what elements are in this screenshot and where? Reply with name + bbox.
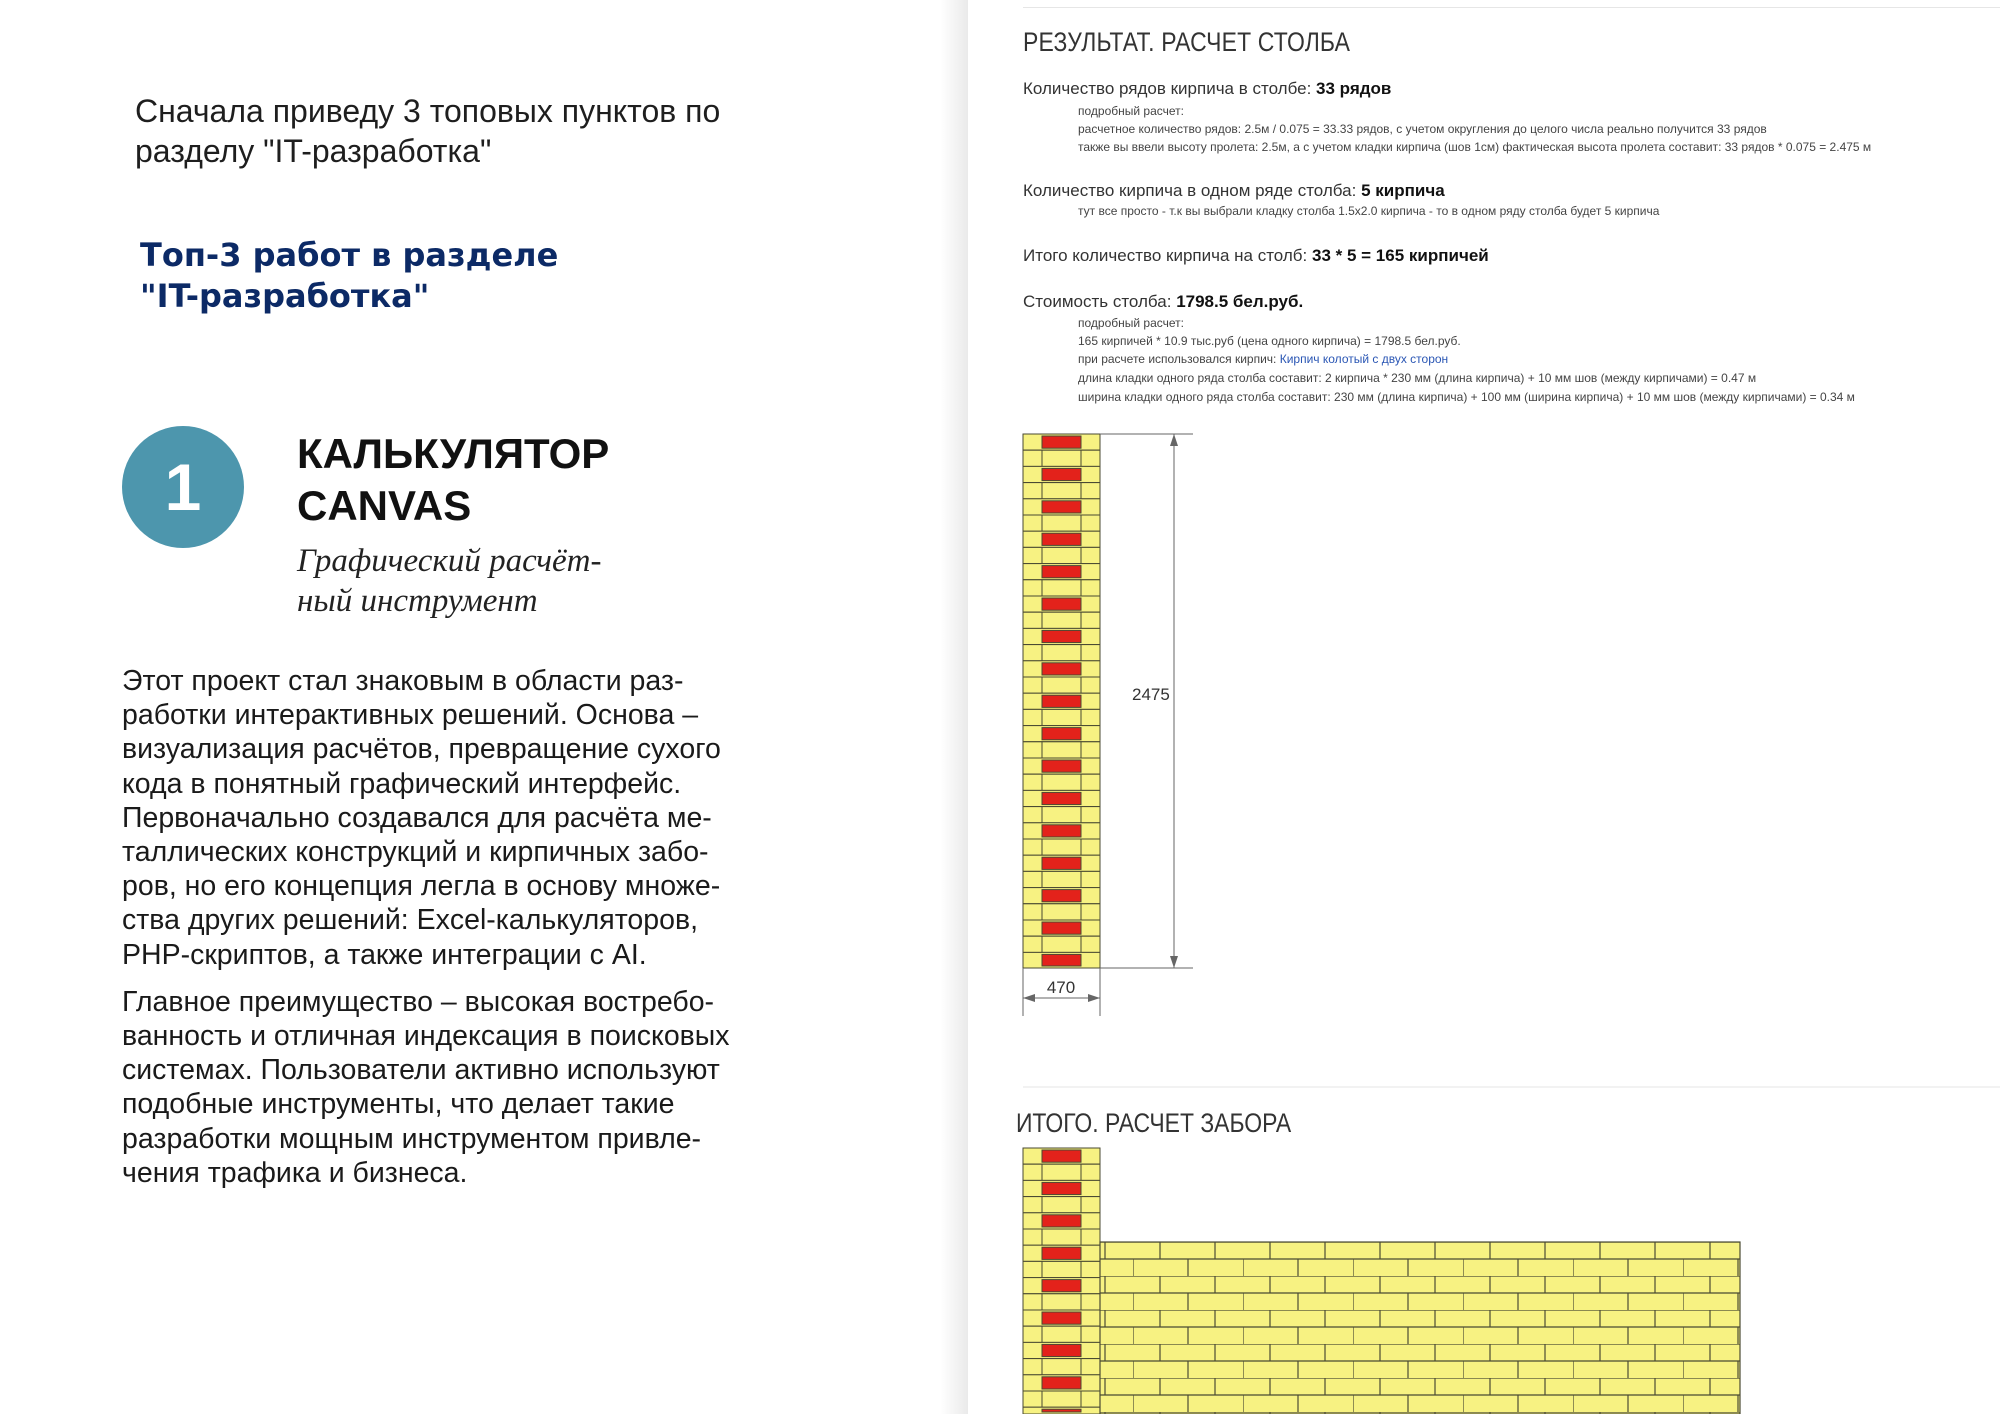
brick [1081,580,1100,596]
brick-core [1042,695,1081,707]
brick [1023,742,1042,758]
brick [1042,1164,1081,1180]
brick [1042,774,1081,790]
brick [1023,1294,1042,1310]
brick-core [1042,1247,1081,1259]
text-line: работки интерактивных решений. Основа – [122,699,699,732]
brick-core [1042,533,1081,545]
project-title-line1: КАЛЬКУЛЯТОР [297,430,610,477]
brick [1042,1391,1081,1407]
brick [1081,1326,1100,1342]
rows-detail-1: расчетное количество рядов: 2.5м / 0.075 = 33.33 рядов, с учетом округления до целого числа реально получится 33 рядов [1078,122,1767,136]
rows-value: 33 рядов [1316,79,1392,98]
brick [1081,677,1100,693]
cost-detail-2-prefix: при расчете использовался кирпич: [1078,352,1277,366]
brick [1081,709,1100,725]
text-line: подобные инструменты, что делает такие [122,1088,675,1121]
height-dimension-label: 2475 [1132,685,1170,704]
page-fold-shadow [940,0,970,1414]
number-badge: 1 [122,426,244,548]
brick-core [1042,1312,1081,1324]
brick-core [1042,1344,1081,1356]
brick [1042,742,1081,758]
brick [1081,904,1100,920]
brick-core [1042,1377,1081,1389]
brick-core [1042,1215,1081,1227]
brick [1081,839,1100,855]
brick [1023,677,1042,693]
brick [1023,612,1042,628]
brick [1081,612,1100,628]
project-title [297,428,747,532]
brick-drawings [968,0,2000,1414]
result-title: РЕЗУЛЬТАТ. РАСЧЕТ СТОЛБА [1023,27,1351,57]
brick-core [1042,1150,1081,1162]
brick [1023,547,1042,563]
brick [1081,1391,1100,1407]
brick [1042,1359,1081,1375]
brick [1023,1197,1042,1213]
brick [1023,1391,1042,1407]
description-paragraph-2 [122,985,742,1190]
brick [1042,936,1081,952]
description-paragraph-1 [122,664,742,972]
brick-core [1042,760,1081,772]
brick [1042,612,1081,628]
brick [1042,871,1081,887]
text-line: разработки мощным инструментом привле- [122,1122,702,1155]
rows-label: Количество рядов кирпича в столбе: [1023,79,1312,98]
text-line: Первоначально создавался для расчёта ме- [122,801,712,834]
fence-title: ИТОГО. РАСЧЕТ ЗАБОРА [1015,1108,1292,1139]
brick [1042,1261,1081,1277]
brick [1042,580,1081,596]
brick-core [1042,1280,1081,1292]
cost-label: Стоимость столба: [1023,292,1172,311]
rows-detail-2: также вы ввели высоту пролета: 2.5м, а с учетом кладки кирпича (шов 1см) фактическая высота пролета составит: 33 рядов * 0.075 = 2.475 м [1078,140,1872,154]
brick-core [1042,468,1081,480]
screenshot-panel [968,0,2000,1414]
text-line: визуализация расчётов, превращение сухого [122,733,721,766]
brick [1042,1326,1081,1342]
per-row-detail: тут все просто - т.к вы выбрали кладку столба 1.5x2.0 кирпича - то в одном ряду столба будет 5 кирпича [1078,204,1660,218]
brick-core [1042,857,1081,869]
brick-core [1042,792,1081,804]
brick-core [1042,825,1081,837]
brick-core [1042,436,1081,448]
brick [1023,774,1042,790]
brick-core [1042,501,1081,513]
brick [1042,1197,1081,1213]
brick [1081,547,1100,563]
brick [1023,904,1042,920]
project-subtitle [297,541,747,621]
brick-core [1042,1409,1081,1412]
brick-core [1042,566,1081,578]
brick [1023,936,1042,952]
text-line: кода в понятный графический интерфейс. [122,767,682,800]
text-line: системах. Пользователи активно используют [122,1054,720,1087]
brick [1023,871,1042,887]
top3-heading-line2: "IT-разработка" [140,277,430,315]
project-subtitle-line2: ный инструмент [297,583,538,619]
brick [1042,1294,1081,1310]
intro-text: Сначала приведу 3 топовых пунктов по разделу "IT-разработка" [135,93,721,169]
total-label: Итого количество кирпича на столб: [1023,246,1308,265]
brick-core [1042,663,1081,675]
brick [1081,871,1100,887]
brick [1042,645,1081,661]
brick [1042,483,1081,499]
brick [1023,515,1042,531]
brick [1023,1359,1042,1375]
pillar-drawing [1023,434,1100,968]
brick [1081,1261,1100,1277]
brick-core [1042,1182,1081,1194]
brick [1042,677,1081,693]
brick [1081,774,1100,790]
brick [1081,742,1100,758]
project-subtitle-line1: Графический расчёт- [297,543,602,579]
left-page [0,0,965,1414]
brick [1042,1229,1081,1245]
brick-core [1042,728,1081,740]
detail-label: подробный расчет: [1078,104,1184,118]
brick-core [1042,598,1081,610]
brick [1081,483,1100,499]
brick [1042,450,1081,466]
brick [1081,1294,1100,1310]
brick [1042,839,1081,855]
brick-core [1042,954,1081,966]
brick [1081,1359,1100,1375]
per-row-value: 5 кирпича [1361,181,1445,200]
brick [1081,1229,1100,1245]
brick-core [1042,890,1081,902]
brick [1042,807,1081,823]
brick [1081,450,1100,466]
text-line: таллических конструкций и кирпичных забо- [122,836,709,869]
brick [1023,709,1042,725]
brick [1081,645,1100,661]
brick [1042,547,1081,563]
brick-core [1042,630,1081,642]
brick [1081,515,1100,531]
text-line: ванность и отличная индексация в поисковых [122,1020,730,1053]
brick [1081,1164,1100,1180]
brick [1023,1326,1042,1342]
brick [1023,1261,1042,1277]
brick [1023,645,1042,661]
cost-detail-3: длина кладки одного ряда столба составит: 2 кирпича * 230 мм (длина кирпича) + 10 мм шов (между кирпичами) = 0.47 м [1078,371,1757,385]
cost-value: 1798.5 бел.руб. [1176,292,1304,311]
brick-core [1042,922,1081,934]
text-line: Этот проект стал знаковым в области раз- [122,665,684,697]
brick [1081,936,1100,952]
brick [1042,515,1081,531]
cost-detail-4: ширина кладки одного ряда столба составит: 230 мм (длина кирпича) + 100 мм (ширина кирпича) + 10 мм шов (между кирпичами) = 0.34 м [1078,390,1855,404]
top3-heading-line1: Топ-3 работ в разделе [140,236,559,274]
text-line: ства других решений: Excel-калькуляторов, [122,904,699,937]
text-line: PHP-скриптов, а также интеграции с AI. [122,938,647,971]
brick [1023,1229,1042,1245]
brick [1081,1197,1100,1213]
brick-type-link[interactable]: Кирпич колотый с двух сторон [1279,352,1449,366]
fence-pillar-drawing [1023,1148,1100,1414]
detail-label: подробный расчет: [1078,316,1184,330]
brick [1023,450,1042,466]
project-description [122,664,742,1203]
text-line: Главное преимущество – высокая востребо- [122,985,715,1018]
cost-detail-1: 165 кирпичей * 10.9 тыс.руб (цена одного кирпича) = 1798.5 бел.руб. [1078,334,1461,348]
brick [1081,807,1100,823]
per-row-label: Количество кирпича в одном ряде столба: [1023,181,1357,200]
brick [1023,483,1042,499]
dim-anchor [969,0,970,1]
brick [1042,904,1081,920]
total-value: 33 * 5 = 165 кирпичей [1312,246,1489,265]
project-title-line2: CANVAS [297,482,472,529]
brick [1023,807,1042,823]
text-line: чения трафика и бизнеса. [122,1156,468,1189]
width-dimension-label: 470 [1046,978,1076,997]
brick [1042,709,1081,725]
brick [1023,580,1042,596]
fence-wall-drawing [1100,1242,1740,1414]
top3-heading [140,235,740,317]
brick [1023,839,1042,855]
brick [1023,1164,1042,1180]
text-line: ров, но его концепция легла в основу множе- [122,870,721,903]
